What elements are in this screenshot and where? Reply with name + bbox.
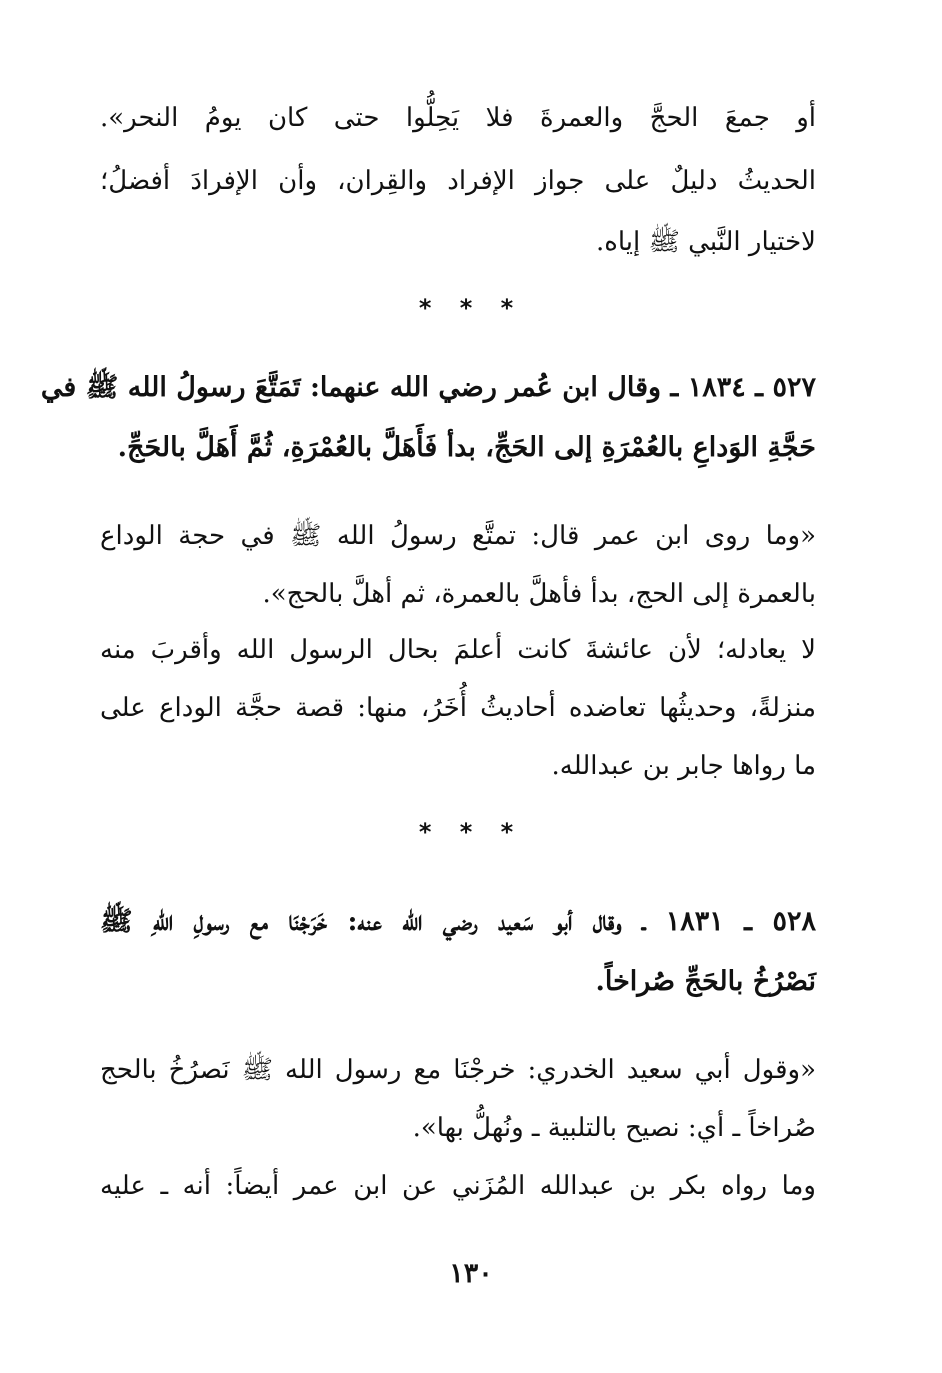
commentary-2-line-3: ما رواها جابر بن عبدالله. [551, 751, 816, 781]
commentary-1-line-2: بالعمرة إلى الحج، بدأ فأهلَّ بالعمرة، ثم أهلَّ بالحج». [262, 579, 816, 609]
commentary-4-line-1: وما رواه بكر بن عبدالله المُزَني عن ابن عمر أيضاً: أنه ـ عليه [100, 1171, 816, 1201]
commentary-2-line-1: لا يعادله؛ لأن عائشةَ كانت أعلمَ بحال الرسول الله وأقربَ منه [100, 635, 816, 665]
hadith-527-line-1: ٥٢٧ ـ ١٨٣٤ ـ وقال ابن عُمر رضي الله عنهما: تَمَتَّعَ رسولُ الله ﷺ في [40, 372, 816, 403]
page-number: ١٣٠ [449, 1258, 493, 1289]
text-line-2: الحديثُ دليلٌ على جواز الإفراد والقِران، وأن الإفرادَ أفضلُ؛ [100, 166, 816, 196]
commentary-3-line-2: صُراخاً ـ أي: نصيح بالتلبية ـ ونُهلُّ بها». [412, 1113, 816, 1143]
commentary-1-line-1: «وما روى ابن عمر قال: تمتَّع رسولُ الله ﷺ في حجة الوداع [100, 521, 816, 551]
commentary-2-line-2: منزلةً، وحديثُها تعاضده أحاديثُ أُخَرُ، منها: قصة حجَّة الوداع على [100, 693, 816, 723]
section-separator-1: * * * [418, 294, 524, 322]
hadith-528-line-1: ٥٢٨ ـ ١٨٣١ ـ وقال أبو سَعيد رضي الله عنه: خَرَجْنَا مع رسولِ اللهِ ﷺ [100, 906, 816, 937]
hadith-527-line-2: حَجَّةِ الوَداعِ بالعُمْرَةِ إلى الحَجِّ، بدأ فَأَهَلَّ بالعُمْرَةِ، ثُمَّ أَهَلَّ بالحَجِّ. [117, 432, 816, 463]
text-line-1: أو جمعَ الحجَّ والعمرةَ فلا يَحِلُّوا حتى كان يومُ النحر». [100, 103, 816, 133]
commentary-3-line-1: «وقول أبي سعيد الخدري: خرجْنَا مع رسول الله ﷺ نَصرُخُ بالحج [100, 1055, 816, 1085]
text-line-3: لاختيار النَّبي ﷺ إياه. [595, 227, 816, 257]
hadith-528-line-2: نَصْرُخُ بالحَجِّ صُراخاً. [595, 966, 816, 997]
section-separator-2: * * * [418, 818, 524, 846]
